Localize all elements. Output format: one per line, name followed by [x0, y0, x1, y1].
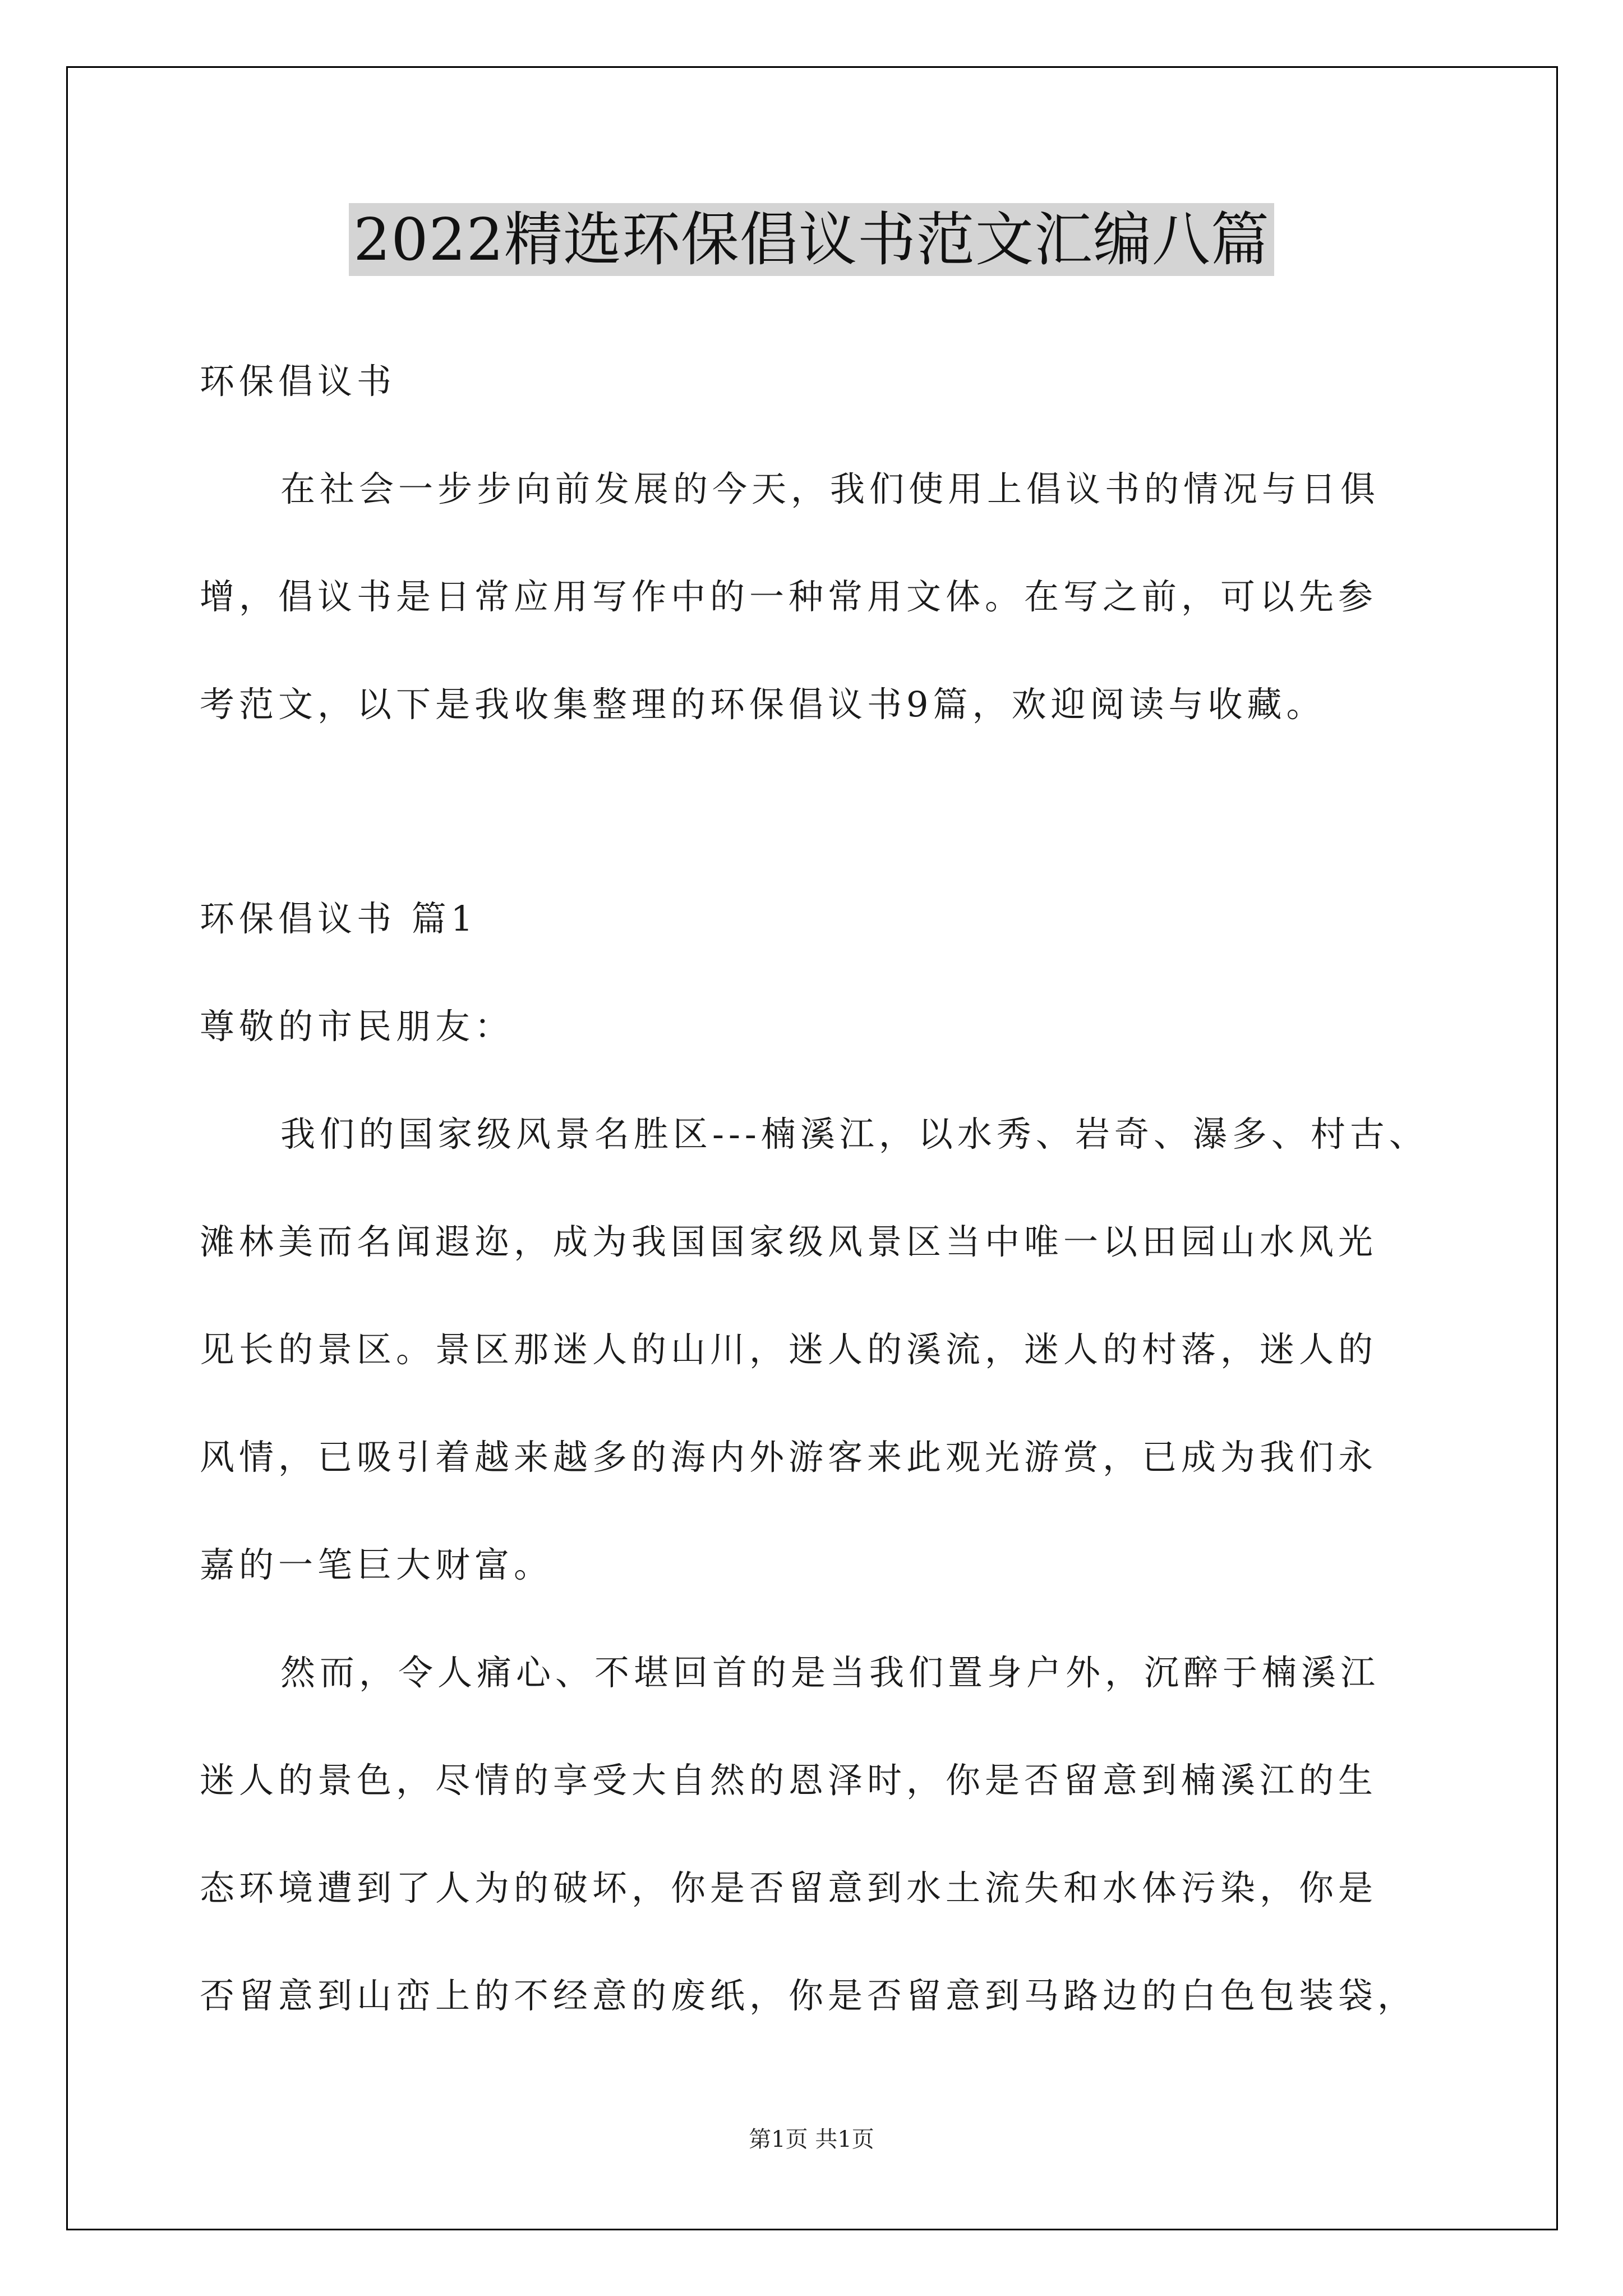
paragraph-line: 我们的国家级风景名胜区---楠溪江，以水秀、岩奇、瀑多、村古、	[280, 1114, 1428, 1154]
paragraph-line: 迷人的景色，尽情的享受大自然的恩泽时，你是否留意到楠溪江的生	[200, 1760, 1378, 1801]
title-container	[0, 203, 1623, 276]
paragraph-line: 风情，已吸引着越来越多的海内外游客来此观光游赏，已成为我们永	[200, 1437, 1378, 1478]
paragraph-line: 滩林美而名闻遐迩，成为我国国家级风景区当中唯一以田园山水风光	[200, 1221, 1378, 1262]
paragraph-line: 否留意到山峦上的不经意的废纸，你是否留意到马路边的白色包装袋，	[200, 1975, 1417, 2016]
paragraph-line: 见长的景区。景区那迷人的山川，迷人的溪流，迷人的村落，迷人的	[200, 1329, 1378, 1370]
salutation: 尊敬的市民朋友：	[200, 1006, 514, 1047]
page-footer: 第1页 共1页	[749, 2127, 874, 2152]
document-heading: 环保倡议书	[200, 361, 396, 402]
intro-line: 在社会一步步向前发展的今天，我们使用上倡议书的情况与日俱	[280, 468, 1380, 509]
section-title: 环保倡议书 篇1	[200, 898, 478, 939]
paragraph-line: 然而，令人痛心、不堪回首的是当我们置身户外，沉醉于楠溪江	[280, 1652, 1380, 1693]
paragraph-line: 嘉的一笔巨大财富。	[200, 1544, 554, 1585]
intro-line: 考范文，以下是我收集整理的环保倡议书9篇，欢迎阅读与收藏。	[200, 684, 1326, 725]
document-title: 2022精选环保倡议书范文汇编八篇	[349, 203, 1274, 276]
paragraph-line: 态环境遭到了人为的破坏，你是否留意到水土流失和水体污染，你是	[200, 1867, 1378, 1908]
intro-line: 增，倡议书是日常应用写作中的一种常用文体。在写之前，可以先参	[200, 576, 1378, 617]
